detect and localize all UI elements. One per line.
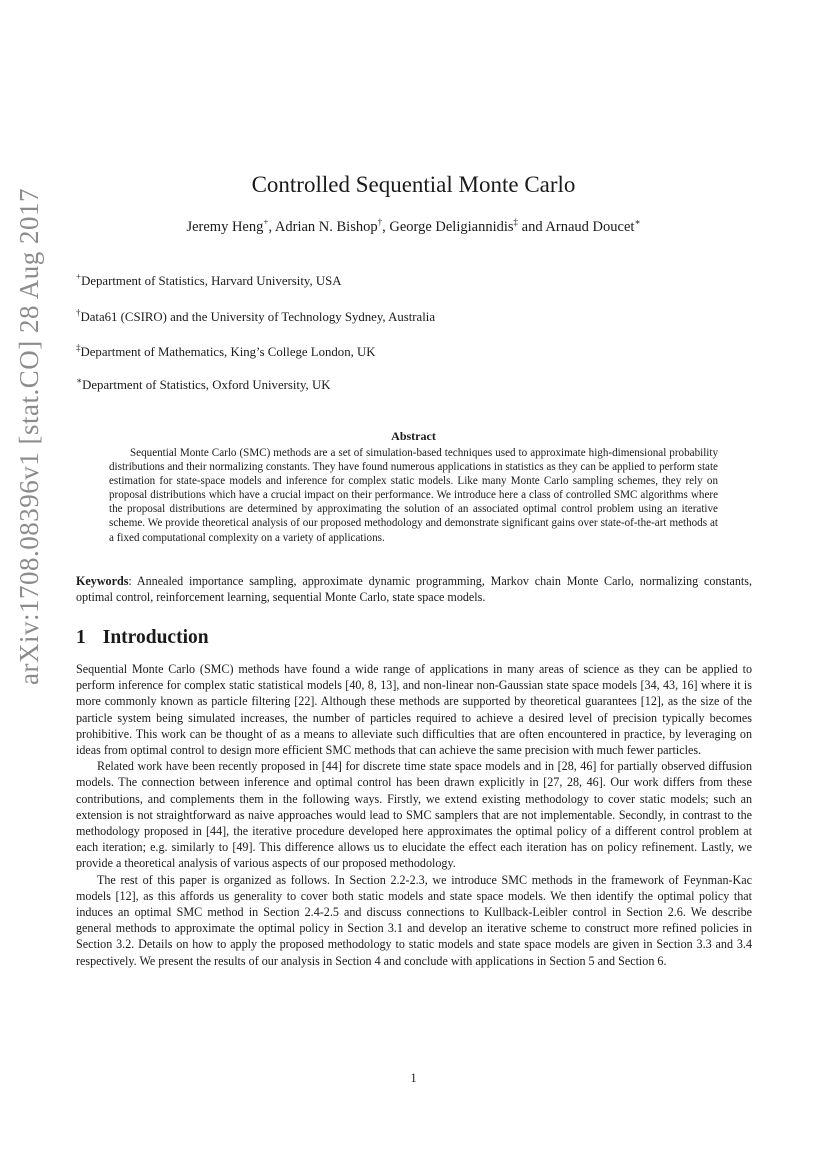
affiliation — [76, 271, 342, 289]
author-name: George Deligiannidis — [389, 219, 514, 235]
author-separator: and — [518, 219, 546, 235]
author-name: Arnaud Doucet — [545, 219, 635, 235]
affiliation — [76, 307, 436, 325]
section-number: 1 — [76, 627, 86, 648]
arxiv-side-stamp — [14, 188, 54, 685]
affiliation-mark: † — [76, 307, 81, 318]
abstract-text: Sequential Monte Carlo (SMC) methods are a set of simulation-based techniques used to approximate high-dimensional probability distributions and their normalizing constants. They have found numerous applications in statistics as they can be applied to perform state estimation for state-space models and inference for complex static models. Like many Monte Carlo sampling schemes, they rely on proposal distributions which have a crucial impact on their performance. We introduce here a class of controlled SMC algorithms where the proposal distributions are determined by approximating the solution of an associated optimal control problem using an iterative scheme. We provide theoretical analysis of our proposed methodology and demonstrate significant gains over state-of-the-art methods at a fixed computational complexity on a variety of applications. — [109, 447, 718, 544]
keywords-label: Keywords — [76, 574, 129, 588]
arxiv-identifier: arXiv:1708.08396v1 [stat.CO] 28 Aug 2017 — [14, 188, 44, 685]
affiliation-mark: ∗ — [76, 375, 83, 386]
affiliation-mark: + — [263, 217, 269, 228]
paragraph: Related work have been recently proposed in [44] for discrete time state space models and in [28, 46] for partially observed diffusion models. The connection between inference and optimal control has been drawn explicitly in [27, 28, 46]. Our work differs from these contributions, and complements them in the following ways. Firstly, we extend existing methodology to cover static models; such an extension is not straightforward as naive approaches would lead to SMC samplers that are not implementable. Secondly, in contrast to the methodology proposed in [44], the iterative procedure developed here approximates the optimal policy of a different control problem at each iteration; e.g. similarly to [49]. This difference allows us to elucidate the effect each iteration has on policy refinement. Lastly, we provide a theoretical analysis of various aspects of our proposed methodology. — [76, 759, 752, 871]
page-number: 1 — [410, 1071, 417, 1085]
paragraph: Sequential Monte Carlo (SMC) methods have found a wide range of applications in many areas of science as they can be applied to perform inference for complex static statistical models [40, 8, 13], and non-linear non-Gaussian state space models [34, 43, 16] where it is more commonly known as particle filtering [22]. Although these methods are supported by theoretical guarantees [12], as the size of the particle system being simulated increases, the number of particles required to achieve a desired level of precision typically becomes prohibitive. This work can be thought of as a means to alleviate such difficulties that are often encountered in practice, by leveraging on ideas from optimal control to design more efficient SMC methods that can achieve the same precision with much fewer particles. — [76, 662, 752, 758]
affiliation-mark: + — [76, 271, 82, 282]
author-separator: , — [382, 219, 390, 235]
affiliation — [76, 342, 376, 360]
author-list — [0, 219, 827, 236]
affiliation-text: Department of Statistics, Harvard University, USA — [81, 274, 342, 288]
affiliation-mark: ‡ — [76, 342, 81, 353]
affiliation-mark: † — [377, 217, 383, 228]
affiliation-text: Data61 (CSIRO) and the University of Technology Sydney, Australia — [80, 310, 436, 324]
paper-title: Controlled Sequential Monte Carlo — [251, 172, 576, 197]
section-body — [76, 661, 752, 969]
keywords-text: : Annealed importance sampling, approximate dynamic programming, Markov chain Monte Carlo, normalizing constants, optimal control, reinforcement learning, sequential Monte Carlo, state space models. — [76, 574, 752, 604]
author-name: Jeremy Heng — [186, 219, 264, 235]
abstract-heading: Abstract — [391, 429, 436, 443]
affiliation-mark: ‡ — [513, 217, 519, 228]
affiliation-text: Department of Statistics, Oxford University, UK — [82, 378, 331, 392]
paragraph: The rest of this paper is organized as follows. In Section 2.2-2.3, we introduce SMC methods in the framework of Feynman-Kac models [12], as this affords us generality to cover both static models and state space models. We then identify the optimal policy that induces an optimal SMC method in Section 2.4-2.5 and discuss connections to Kullback-Leibler control in Section 2.6. We describe general methods to approximate the optimal policy in Section 3.1 and develop an iterative scheme to construct more refined policies in Section 3.2. Details on how to apply the proposed methodology to static models and state space models are given in Section 3.3 and 3.4 respectively. We present the results of our analysis in Section 4 and conclude with applications in Section 5 and Section 6. — [76, 872, 752, 968]
affiliation-mark: ∗ — [634, 217, 641, 228]
keywords — [76, 574, 752, 606]
author-name: Adrian N. Bishop — [274, 219, 378, 235]
affiliation-text: Department of Mathematics, King’s College London, UK — [80, 345, 376, 359]
section-title: Introduction — [102, 627, 209, 648]
affiliation — [76, 375, 331, 393]
section-heading — [76, 627, 209, 649]
author-separator: , — [268, 219, 275, 235]
